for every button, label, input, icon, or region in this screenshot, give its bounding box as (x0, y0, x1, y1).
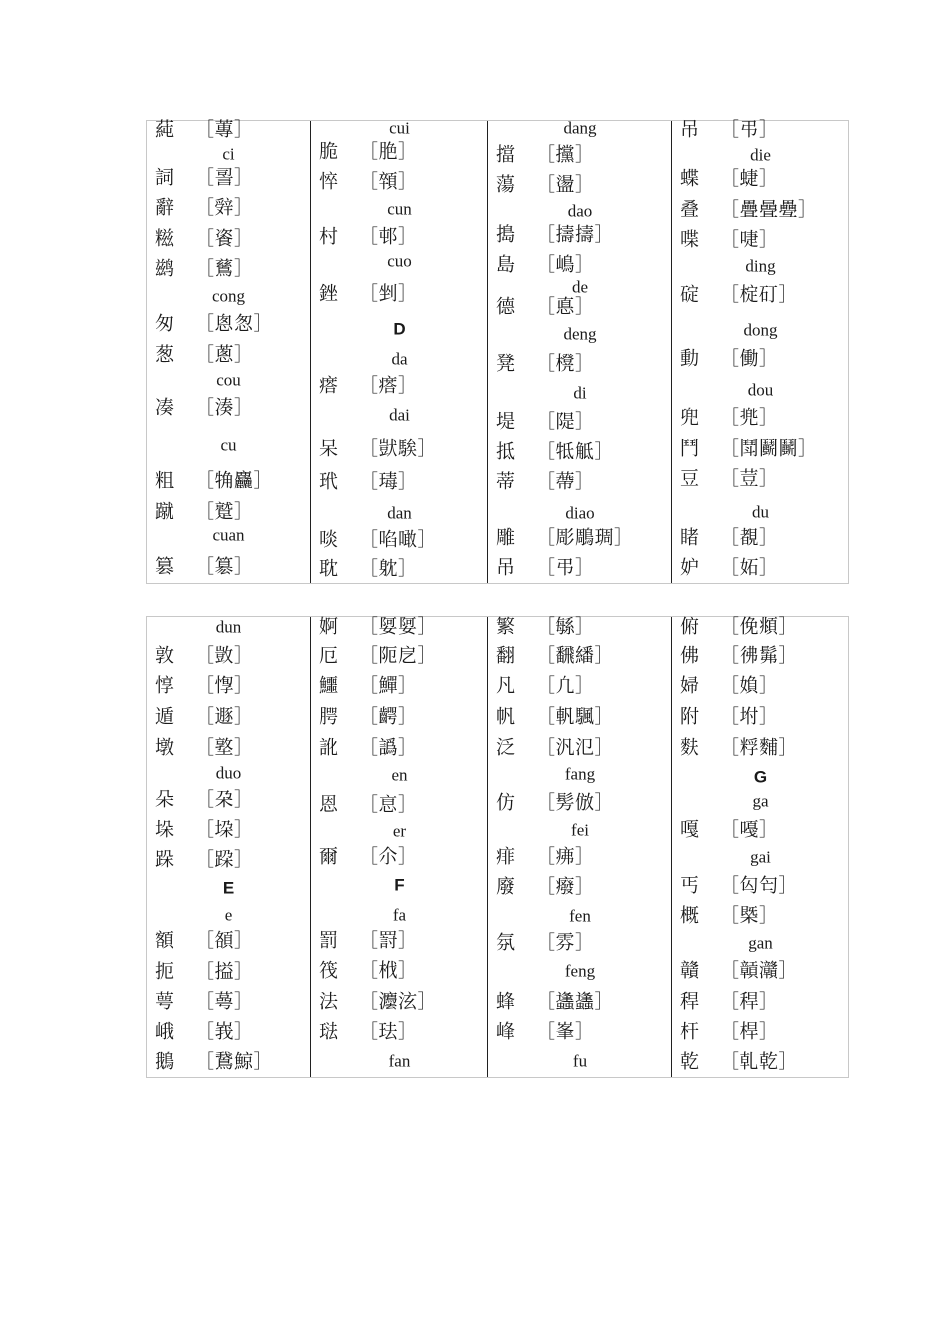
pinyin-heading: dai (389, 405, 410, 425)
variant-characters: ［櫈］ (536, 352, 595, 375)
simplified-character: 凑 (155, 396, 175, 419)
pinyin-heading: di (573, 383, 587, 403)
variant-characters: ［灋泫］ (359, 990, 438, 1013)
variant-characters: ［獃騃］ (359, 437, 438, 460)
variant-characters: ［髣倣］ (536, 791, 615, 814)
simplified-character: 附 (680, 705, 700, 728)
simplified-character: 葱 (155, 343, 175, 366)
variant-characters: ［罸］ (359, 929, 418, 952)
variant-characters: ［桿］ (720, 1020, 779, 1043)
simplified-character: 嘎 (680, 818, 700, 841)
variant-characters: ［䛐］ (195, 166, 254, 189)
variant-characters: ［攩］ (536, 143, 595, 166)
variant-characters: ［弔］ (720, 118, 779, 141)
variant-table-panel-1 (146, 120, 849, 584)
simplified-character: 辭 (155, 196, 175, 219)
pinyin-heading: dun (215, 617, 242, 637)
simplified-character: 跺 (155, 848, 175, 871)
simplified-character: 垛 (155, 818, 175, 841)
simplified-character: 悴 (319, 170, 339, 193)
variant-characters: ［稈］ (720, 990, 779, 1013)
pinyin-heading: die (750, 145, 771, 165)
simplified-character: 豆 (680, 467, 700, 490)
simplified-character: 廢 (496, 875, 516, 898)
simplified-character: 遁 (155, 705, 175, 728)
pinyin-heading: deng (563, 324, 597, 344)
simplified-character: 鬥 (680, 437, 700, 460)
variant-characters: ［觕麤］ (195, 469, 274, 492)
variant-characters: ［蔕］ (536, 470, 595, 493)
pinyin-heading: gan (748, 933, 773, 953)
simplified-character: 蜂 (496, 990, 516, 1013)
simplified-character: 峰 (496, 1020, 516, 1043)
variant-characters: ［蹵］ (195, 500, 254, 523)
simplified-character: 惇 (155, 674, 175, 697)
variant-characters: ［坿］ (720, 705, 779, 728)
variant-characters: ［啑］ (720, 228, 779, 251)
section-letter-heading: G (753, 767, 768, 787)
pinyin-heading: da (391, 349, 408, 369)
variant-characters: ［匃匄］ (720, 874, 799, 897)
variant-characters: ［働］ (720, 347, 779, 370)
column-4 (671, 617, 849, 1077)
section-letter-heading: E (222, 878, 235, 898)
simplified-character: 粗 (155, 469, 175, 492)
simplified-character: 墩 (155, 736, 175, 759)
variant-characters: ［雰］ (536, 931, 595, 954)
simplified-character: 佛 (680, 644, 700, 667)
pinyin-heading: diao (565, 503, 595, 523)
variant-characters: ［蕚］ (195, 990, 254, 1013)
variant-characters: ［蔥］ (195, 343, 254, 366)
simplified-character: 繁 (496, 615, 516, 638)
simplified-character: 德 (496, 295, 516, 318)
simplified-character: 蒂 (496, 470, 516, 493)
variant-characters: ［癈］ (536, 875, 595, 898)
variant-characters: ［峯］ (536, 1020, 595, 1043)
simplified-character: 雕 (496, 526, 516, 549)
simplified-character: 蒓 (155, 118, 175, 141)
simplified-character: 額 (155, 929, 175, 952)
variant-characters: ［惸］ (195, 674, 254, 697)
variant-characters: ［蓴］ (195, 118, 254, 141)
simplified-character: 杆 (680, 1020, 700, 1043)
simplified-character: 脆 (319, 140, 339, 163)
variant-characters: ［譌］ (359, 736, 418, 759)
simplified-character: 糍 (155, 227, 175, 250)
simplified-character: 銼 (319, 282, 339, 305)
variant-characters: ［湊］ (195, 396, 254, 419)
column-4 (671, 118, 849, 583)
variant-characters: ［瑇］ (359, 470, 418, 493)
simplified-character: 婦 (680, 674, 700, 697)
simplified-character: 厄 (319, 644, 339, 667)
variant-characters: ［嘠］ (720, 818, 779, 841)
variant-characters: ［恴］ (359, 793, 418, 816)
variant-table-panel-2 (146, 616, 849, 1078)
variant-characters: ［飜繙］ (536, 644, 615, 667)
variant-characters: ［荳］ (720, 467, 779, 490)
pinyin-heading: cun (387, 199, 412, 219)
variant-characters: ［彫鵰琱］ (536, 526, 634, 549)
pinyin-heading: fei (571, 820, 589, 840)
variant-characters: ［脃］ (359, 140, 418, 163)
pinyin-heading: fang (564, 764, 596, 784)
simplified-character: 萼 (155, 990, 175, 1013)
pinyin-heading: du (752, 502, 769, 522)
variant-characters: ［垜］ (195, 818, 254, 841)
variant-characters: ［媍］ (720, 674, 779, 697)
pinyin-heading: cuo (387, 251, 412, 271)
variant-characters: ［鱓］ (359, 674, 418, 697)
variant-characters: ［凢］ (536, 674, 595, 697)
pinyin-heading: cui (389, 118, 410, 138)
pinyin-heading: en (391, 765, 408, 785)
simplified-character: 俯 (680, 615, 700, 638)
variant-characters: ［頟］ (195, 929, 254, 952)
column-1 (147, 617, 310, 1077)
variant-characters: ［椗矴］ (720, 283, 799, 306)
simplified-character: 瘩 (319, 374, 339, 397)
section-letter-heading: F (394, 875, 405, 895)
simplified-character: 罰 (319, 929, 339, 952)
variant-characters: ［粰麱］ (720, 736, 799, 759)
variant-characters: ［鶿］ (195, 257, 254, 280)
simplified-character: 筏 (319, 959, 339, 982)
simplified-character: 妒 (680, 556, 700, 579)
simplified-character: 敦 (155, 644, 175, 667)
simplified-character: 概 (680, 904, 700, 927)
simplified-character: 朵 (155, 788, 175, 811)
simplified-character: 峨 (155, 1020, 175, 1043)
simplified-character: 氛 (496, 931, 516, 954)
variant-characters: ［搤］ (195, 960, 254, 983)
pinyin-heading: cou (216, 370, 241, 390)
simplified-character: 叠 (680, 198, 700, 221)
pinyin-heading: duo (215, 763, 242, 783)
variant-characters: ［邨］ (359, 225, 418, 248)
variant-characters: ［悳］ (536, 295, 595, 318)
simplified-character: 兜 (680, 406, 700, 429)
variant-characters: ［峩］ (195, 1020, 254, 1043)
simplified-character: 搗 (496, 223, 516, 246)
variant-characters: ［栰］ (359, 959, 418, 982)
simplified-character: 吊 (680, 118, 700, 141)
variant-characters: ［鬦鬬鬭］ (720, 437, 818, 460)
simplified-character: 翻 (496, 644, 516, 667)
variant-characters: ［鵞鯨］ (195, 1050, 274, 1073)
variant-characters: ［汎氾］ (536, 736, 615, 759)
simplified-character: 帆 (496, 705, 516, 728)
variant-characters: ［悤怱］ (195, 312, 274, 335)
column-3 (487, 118, 672, 583)
simplified-character: 蹴 (155, 500, 175, 523)
simplified-character: 篡 (155, 555, 175, 578)
variant-characters: ［遯］ (195, 705, 254, 728)
pinyin-heading: e (224, 905, 233, 925)
variant-characters: ［尒］ (359, 845, 418, 868)
simplified-character: 吊 (496, 556, 516, 579)
simplified-character: 法 (319, 990, 339, 1013)
simplified-character: 啖 (319, 528, 339, 551)
variant-characters: ［簒］ (195, 555, 254, 578)
simplified-character: 仿 (496, 791, 516, 814)
variant-characters: ［瘩］ (359, 374, 418, 397)
simplified-character: 抵 (496, 440, 516, 463)
simplified-character: 凡 (496, 674, 516, 697)
variant-characters: ［蠭蠭］ (536, 990, 615, 1013)
simplified-character: 蝶 (680, 167, 700, 190)
simplified-character: 蕩 (496, 173, 516, 196)
pinyin-heading: fa (392, 905, 407, 925)
variant-characters: ［墪］ (195, 736, 254, 759)
variant-characters: ［彿髴］ (720, 644, 799, 667)
pinyin-heading: feng (564, 961, 596, 981)
variant-characters: ［辤］ (195, 196, 254, 219)
variant-characters: ［弔］ (536, 556, 595, 579)
column-3 (487, 617, 672, 1077)
variant-characters: ［躭］ (359, 557, 418, 580)
variant-characters: ［剉］ (359, 282, 418, 305)
pinyin-heading: cong (211, 286, 246, 306)
pinyin-heading: fen (569, 906, 591, 926)
simplified-character: 匆 (155, 312, 175, 335)
column-2 (310, 118, 488, 583)
variant-characters: ［疊曡疉］ (720, 198, 818, 221)
simplified-character: 擋 (496, 143, 516, 166)
column-1 (147, 118, 310, 583)
variant-characters: ［牴觝］ (536, 440, 615, 463)
variant-characters: ［齶］ (359, 705, 418, 728)
simplified-character: 鵝 (155, 1050, 175, 1073)
variant-characters: ［餈］ (195, 227, 254, 250)
variant-characters: ［擣擣］ (536, 223, 615, 246)
variant-characters: ［軓颿］ (536, 705, 615, 728)
pinyin-heading: cu (220, 435, 237, 455)
pinyin-heading: er (392, 821, 407, 841)
simplified-character: 鹚 (155, 257, 175, 280)
simplified-character: 乾 (680, 1050, 700, 1073)
variant-characters: ［娿娿］ (359, 615, 438, 638)
pinyin-heading: fu (572, 1051, 588, 1071)
section-letter-heading: D (393, 319, 406, 339)
variant-characters: ［隄］ (536, 410, 595, 433)
variant-characters: ［乹乾］ (720, 1050, 799, 1073)
simplified-character: 呆 (319, 437, 339, 460)
simplified-character: 鱷 (319, 674, 339, 697)
simplified-character: 睹 (680, 526, 700, 549)
pinyin-heading: ci (222, 144, 235, 164)
variant-characters: ［啗噉］ (359, 528, 438, 551)
variant-characters: ［朶］ (195, 788, 254, 811)
pinyin-heading: dong (743, 320, 778, 340)
pinyin-heading: fan (388, 1051, 411, 1071)
variant-characters: ［顇］ (359, 170, 418, 193)
simplified-character: 痱 (496, 845, 516, 868)
simplified-character: 喋 (680, 228, 700, 251)
simplified-character: 碇 (680, 283, 700, 306)
variant-characters: ［珐］ (359, 1020, 418, 1043)
simplified-character: 贛 (680, 959, 700, 982)
variant-characters: ［疿］ (536, 845, 595, 868)
variant-characters: ［跥］ (195, 848, 254, 871)
simplified-character: 動 (680, 347, 700, 370)
simplified-character: 爾 (319, 845, 339, 868)
simplified-character: 稈 (680, 990, 700, 1013)
simplified-character: 訛 (319, 736, 339, 759)
simplified-character: 島 (496, 253, 516, 276)
simplified-character: 耽 (319, 557, 339, 580)
simplified-character: 凳 (496, 352, 516, 375)
simplified-character: 麩 (680, 736, 700, 759)
pinyin-heading: dan (387, 503, 412, 523)
simplified-character: 詞 (155, 166, 175, 189)
variant-characters: ［贑灨］ (720, 959, 799, 982)
variant-characters: ［覩］ (720, 526, 779, 549)
pinyin-heading: dang (563, 118, 597, 138)
variant-characters: ［阨戹］ (359, 644, 438, 667)
variant-characters: ［妬］ (720, 556, 779, 579)
pinyin-heading: ga (752, 791, 769, 811)
pinyin-heading: dou (747, 380, 774, 400)
variant-characters: ［敳］ (195, 644, 254, 667)
pinyin-heading: dao (567, 201, 593, 221)
simplified-character: 丐 (680, 874, 700, 897)
variant-characters: ［兠］ (720, 406, 779, 429)
column-2 (310, 617, 488, 1077)
simplified-character: 玳 (319, 470, 339, 493)
variant-characters: ［俛頫］ (720, 615, 799, 638)
pinyin-heading: ding (745, 256, 776, 276)
variant-characters: ［緐］ (536, 615, 595, 638)
simplified-character: 腭 (319, 705, 339, 728)
variant-characters: ［蜨］ (720, 167, 779, 190)
simplified-character: 恩 (319, 793, 339, 816)
variant-characters: ［嶋］ (536, 253, 595, 276)
variant-characters: ［盪］ (536, 173, 595, 196)
variant-characters: ［槩］ (720, 904, 779, 927)
simplified-character: 堤 (496, 410, 516, 433)
simplified-character: 琺 (319, 1020, 339, 1043)
pinyin-heading: de (571, 277, 589, 297)
simplified-character: 扼 (155, 960, 175, 983)
simplified-character: 泛 (496, 736, 516, 759)
pinyin-heading: gai (750, 847, 771, 867)
simplified-character: 村 (319, 225, 339, 248)
simplified-character: 婀 (319, 615, 339, 638)
pinyin-heading: cuan (212, 525, 245, 545)
